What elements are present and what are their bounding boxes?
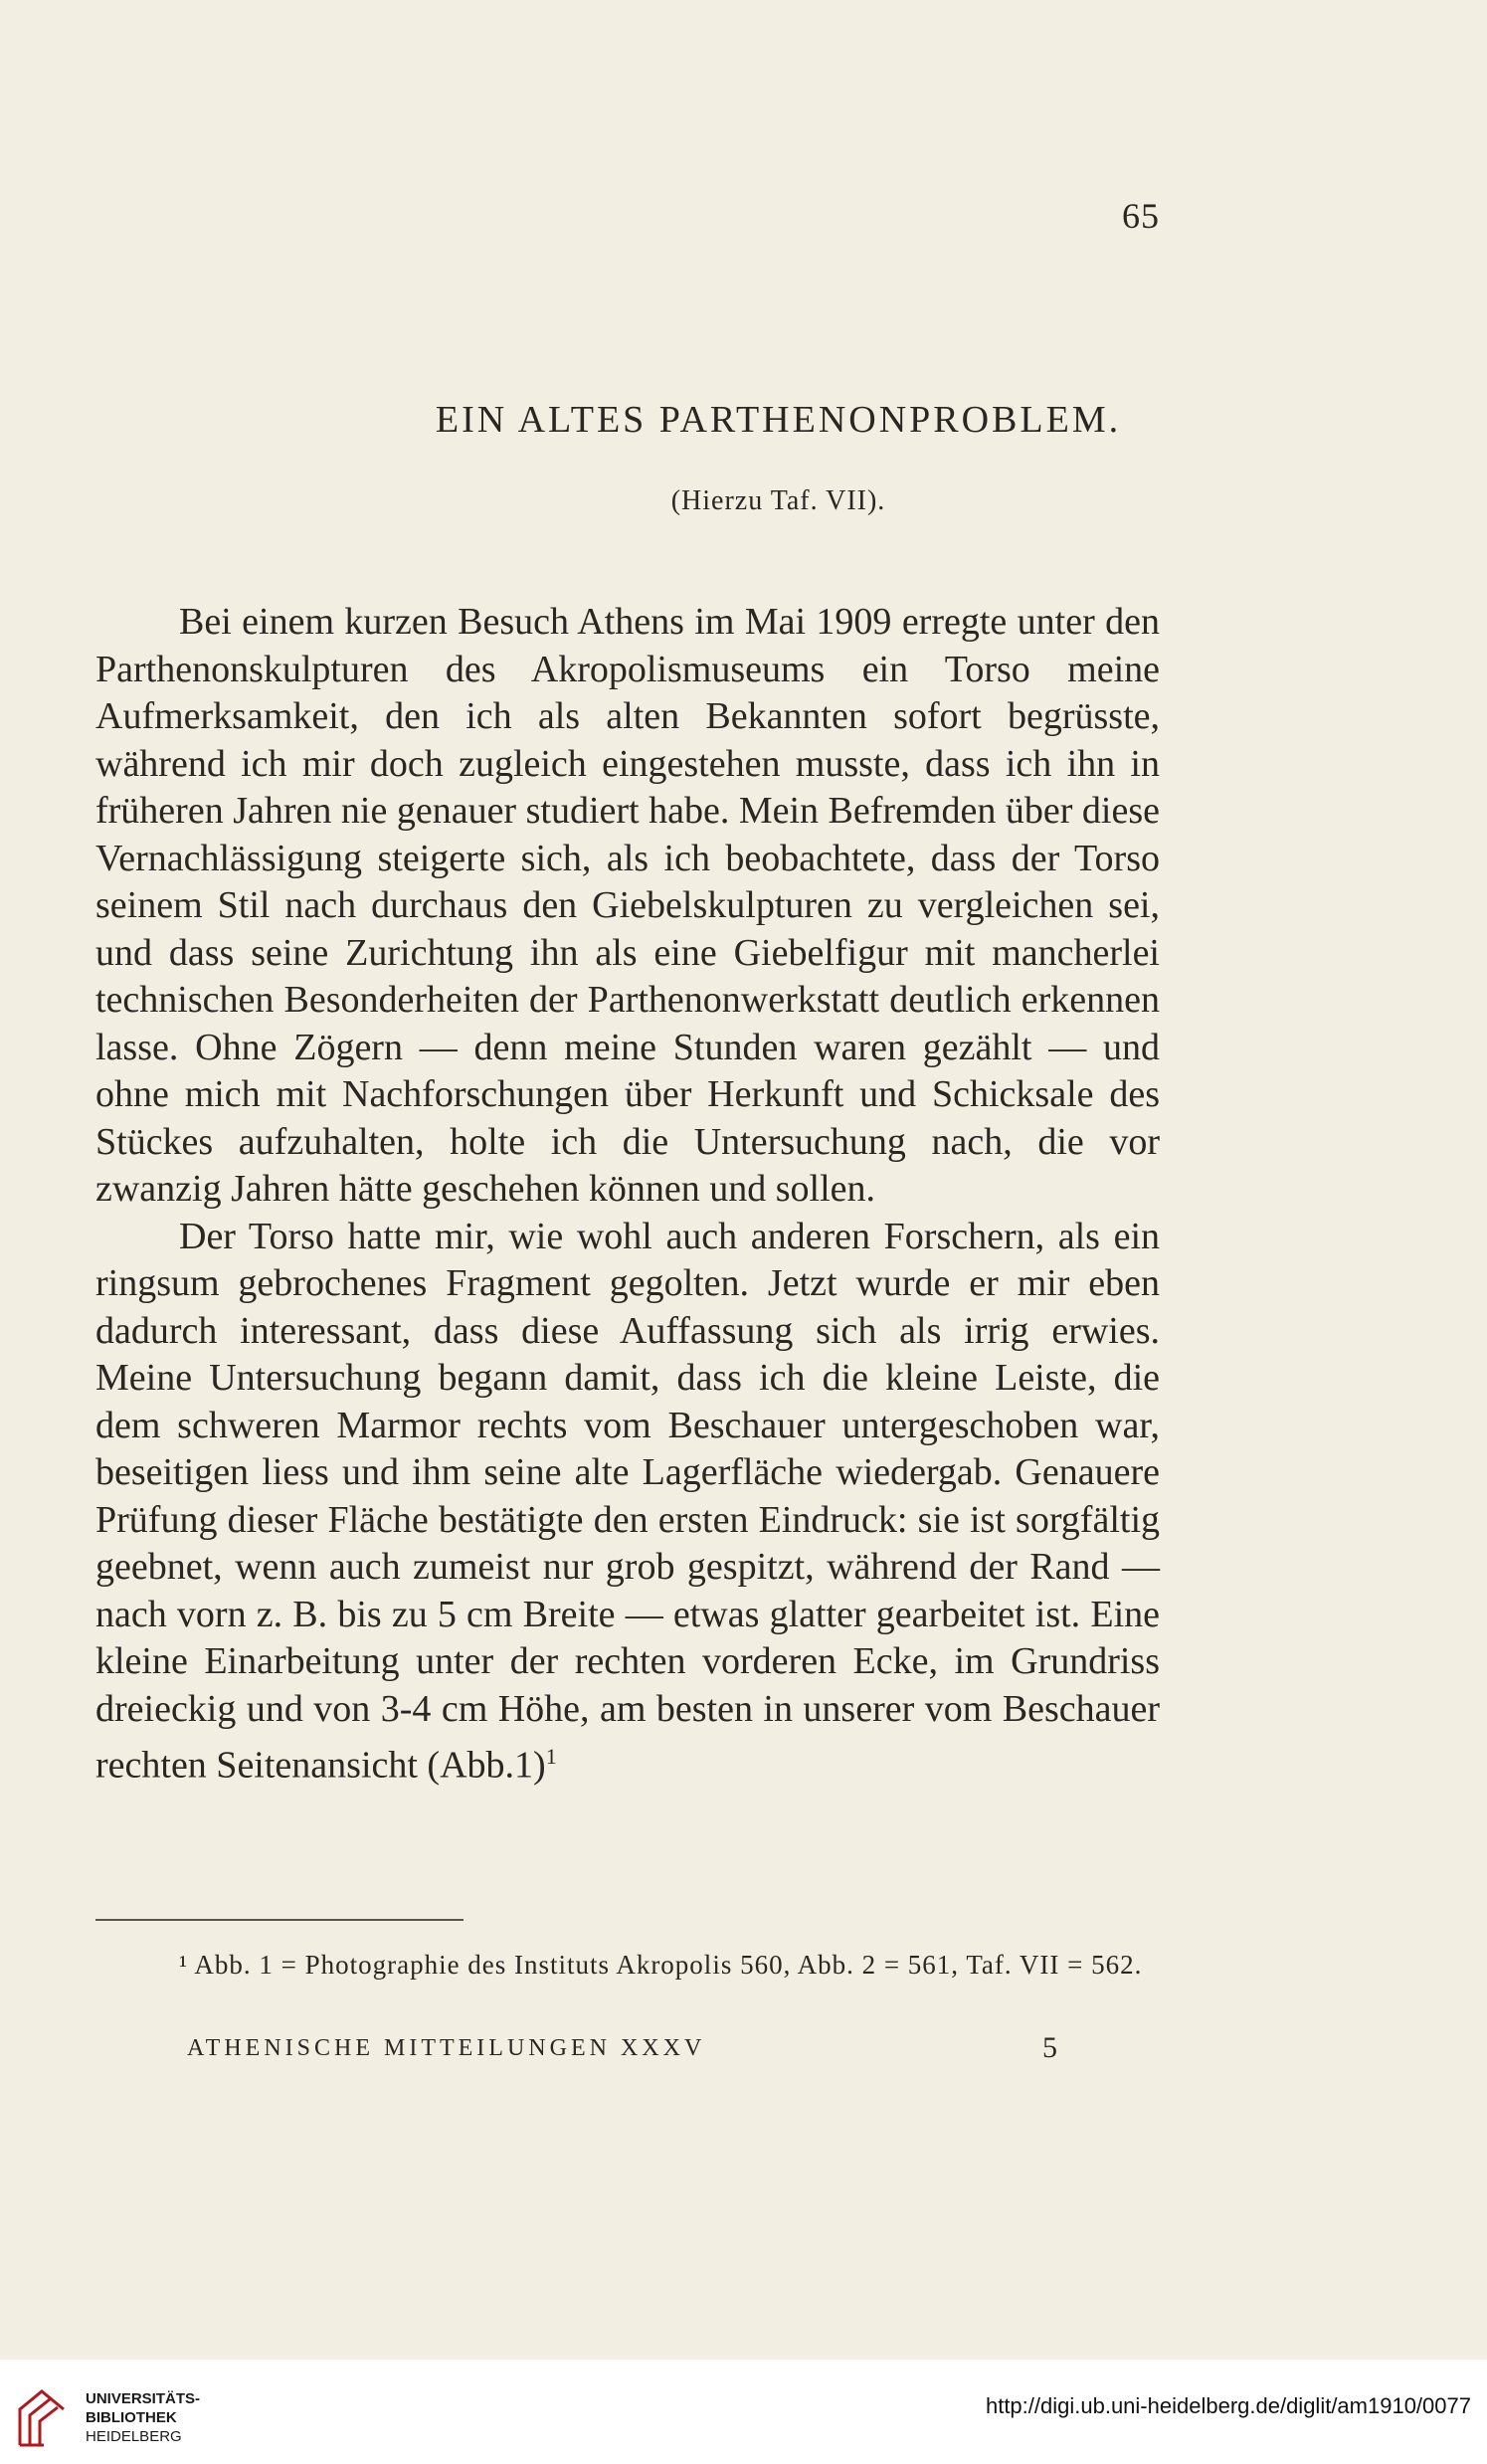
source-url-link[interactable]: http://digi.ub.uni-heidelberg.de/diglit/am1910/0077 — [985, 2393, 1471, 2418]
paragraph: Bei einem kurzen Besuch Athens im Mai 1909 erregte unter den Parthenonskulpturen des Akropolismuseums ein Torso meine Aufmerksamkeit, den ich als alten Bekannten sofort begrüsste, während ich mir doch zugleich eingestehen musste, dass ich ihn in früheren Jahren nie genauer studiert habe. Mein Befremden über diese Vernachlässigung steigerte sich, als ich beobachtete, dass der Torso seinem Stil nach durchaus den Giebelskulpturen zu vergleichen sei, und dass seine Zurichtung ihn als eine Giebelfigur mit mancherlei technischen Besonderheiten der Parthenonwerkstatt deutlich erkennen lasse. Ohne Zögern — denn meine Stunden waren gezählt — und ohne mich mit Nachforschungen über Herkunft und Schicksale des Stückes aufzuhalten, holte ich die Untersuchung nach, die vor zwanzig Jahren hätte geschehen können und sollen. — [95, 601, 1160, 1210]
bottom-bar — [0, 2360, 1487, 2464]
footnote-rule — [95, 1919, 464, 1921]
library-line-1: UNIVERSITÄTS- — [86, 2390, 201, 2407]
article-title: EIN ALTES PARTHENONPROBLEM. — [435, 399, 1122, 441]
paragraph — [95, 1214, 1160, 1791]
library-logo-icon — [14, 2387, 70, 2449]
signature-mark: 5 — [1042, 2031, 1057, 2064]
body-text — [95, 599, 1160, 1790]
footnote-marker: 1 — [545, 1744, 557, 1769]
running-footer: ATHENISCHE MITTEILUNGEN XXXV — [187, 2035, 706, 2061]
library-name — [86, 2389, 200, 2446]
library-line-3: HEIDELBERG — [86, 2428, 182, 2445]
footnote: ¹ Abb. 1 = Photographie des Instituts Akropolis 560, Abb. 2 = 561, Taf. VII = 562. — [179, 1950, 1143, 1980]
library-line-2: BIBLIOTHEK — [86, 2409, 177, 2426]
page-number: 65 — [1122, 196, 1160, 236]
article-subtitle: (Hierzu Taf. VII). — [670, 485, 886, 516]
paragraph-text: Der Torso hatte mir, wie wohl auch anderen Forschern, als ein ringsum gebrochenes Fragment gegolten. Jetzt wurde er mir eben dadurch interessant, dass diese Auffassung sich als irrig erwies. Meine Untersuchung begann damit, dass ich die kleine Leiste, die dem schweren Marmor rechts vom Beschauer untergeschoben war, beseitigen liess und ihm seine alte Lagerfläche wiedergab. Genauere Prüfung dieser Fläche bestätigte den ersten Eindruck: sie ist sorgfältig geebnet, wenn auch zumeist nur grob gespitzt, während der Rand —nach vorn z. B. bis zu 5 cm Breite — etwas glatter gearbeitet ist. Eine kleine Einarbeitung unter der rechten vorderen Ecke, im Grundriss dreieckig und von 3-4 cm Höhe, am besten in unserer vom Beschauer rechten Seitenansicht (Abb.1) — [95, 1215, 1160, 1787]
